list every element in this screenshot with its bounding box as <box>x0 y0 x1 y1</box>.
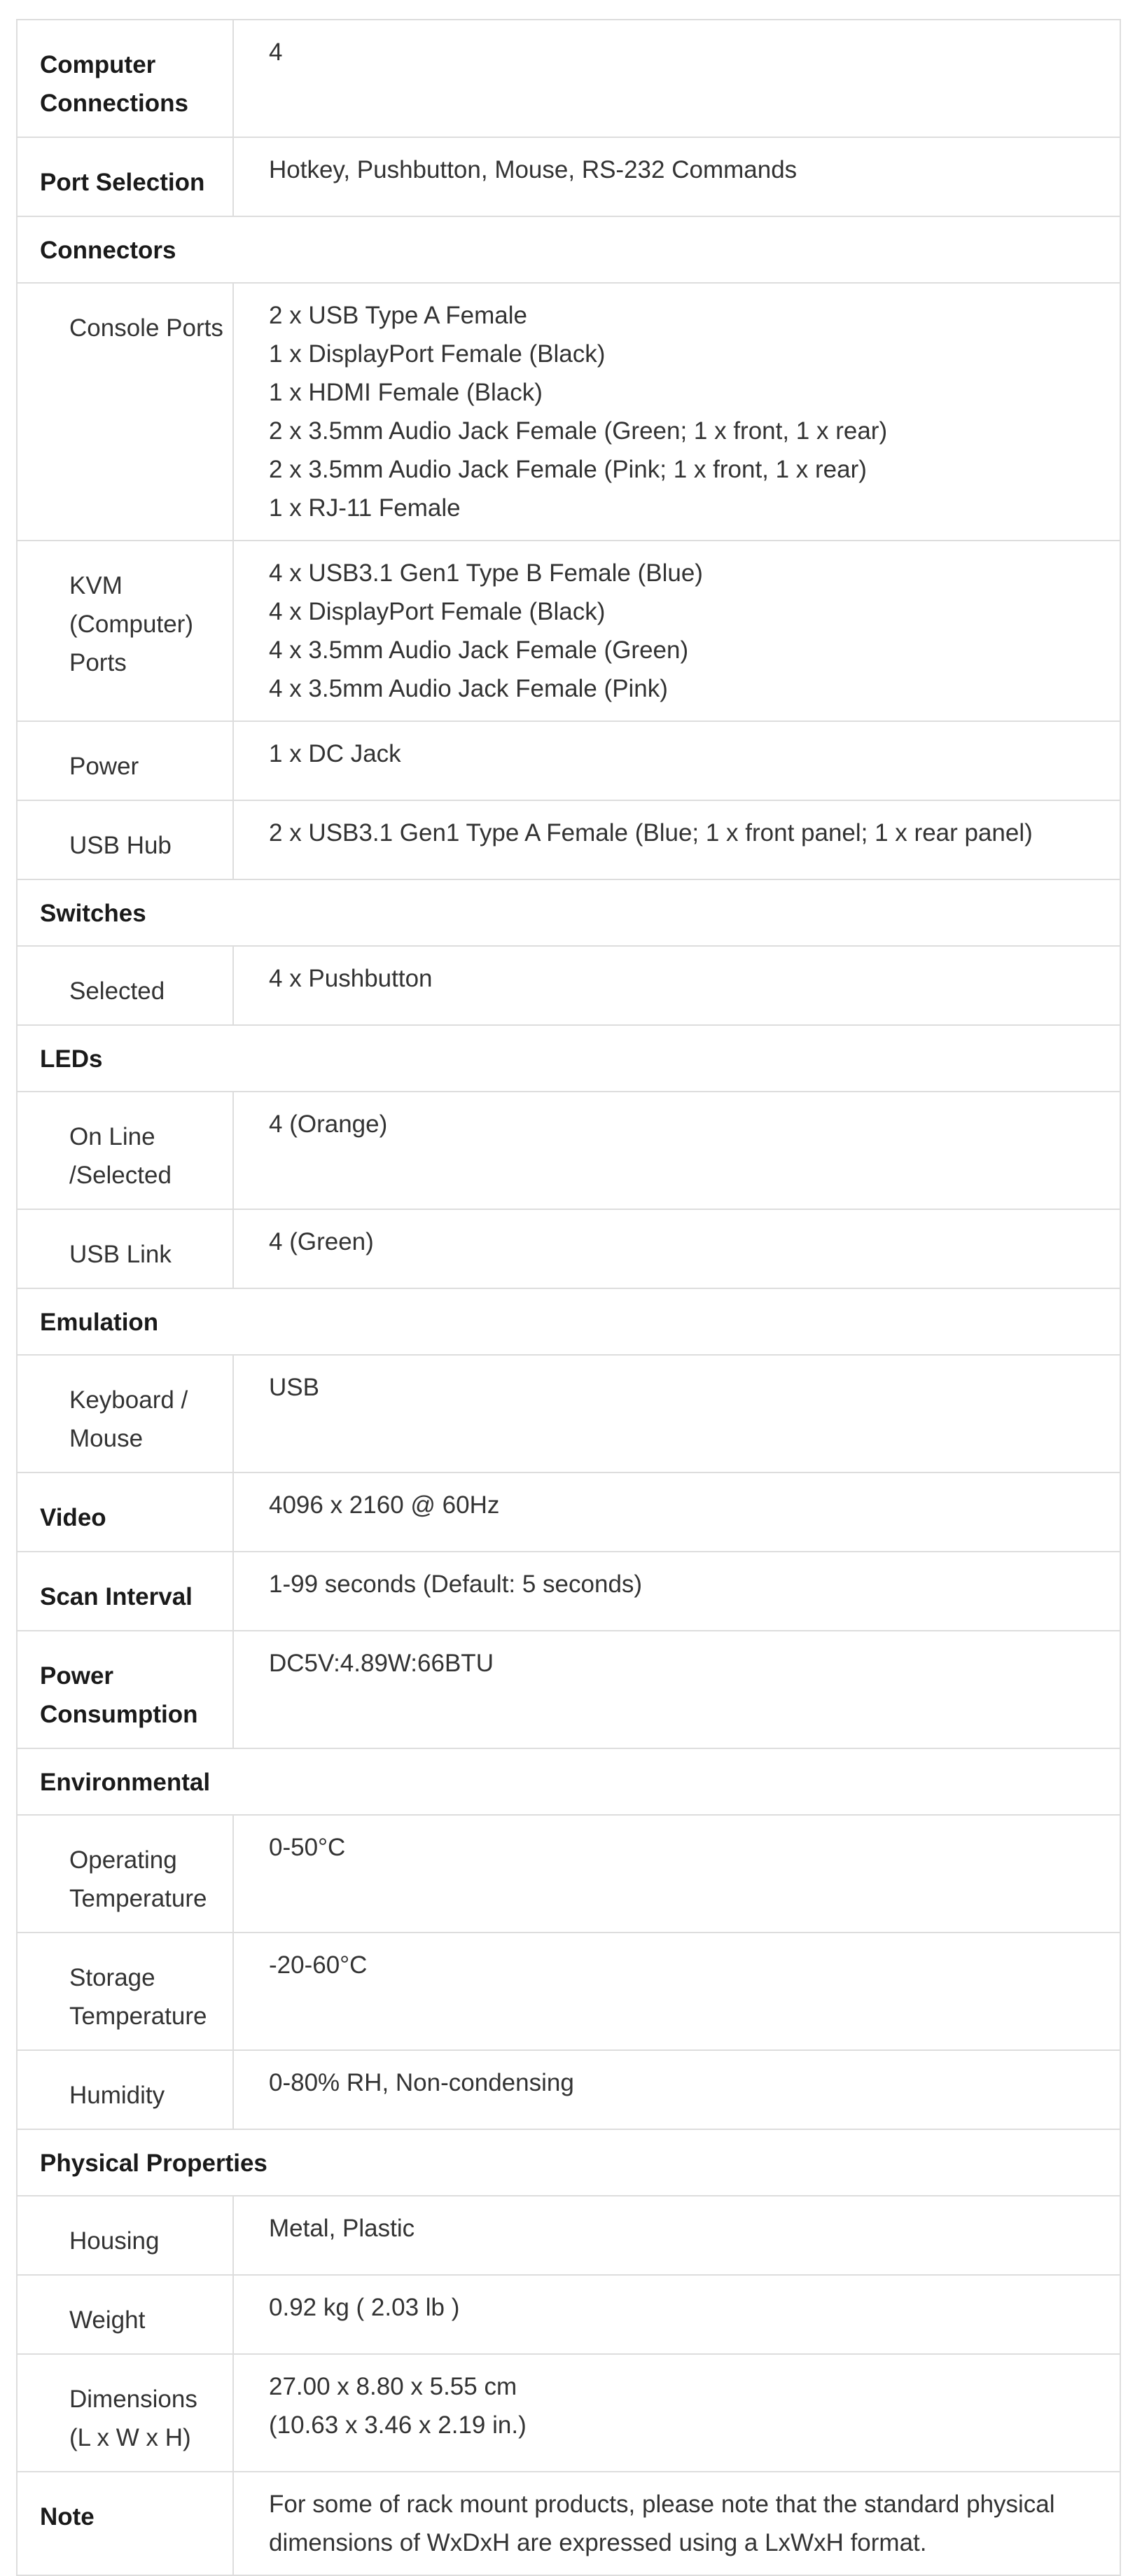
spec-row-video <box>18 1472 1120 1551</box>
spec-value <box>234 2196 1120 2274</box>
spec-label: Housing <box>18 2196 234 2274</box>
spec-label: Console Ports <box>18 284 234 540</box>
spec-value-line: 2 x USB3.1 Gen1 Type A Female (Blue; 1 x front panel; 1 x rear panel) <box>269 819 1033 847</box>
section-row-emulation <box>18 1288 1120 1354</box>
spec-value-line: 4 x USB3.1 Gen1 Type B Female (Blue) <box>269 559 703 587</box>
spec-value-line: Metal, Plastic <box>269 2215 415 2242</box>
spec-value <box>234 1092 1120 1209</box>
spec-value <box>234 1552 1120 1630</box>
spec-label: Scan Interval <box>18 1552 234 1630</box>
spec-label: Power <box>18 722 234 800</box>
spec-value-line: dimensions of WxDxH are expressed using a LxWxH format. <box>269 2529 927 2556</box>
spec-value-line: 4096 x 2160 @ 60Hz <box>269 1491 500 1519</box>
spec-label: Operating Temperature <box>18 1816 234 1932</box>
spec-row-humidity <box>18 2049 1120 2129</box>
spec-row-usb-hub <box>18 800 1120 879</box>
section-row-leds <box>18 1024 1120 1091</box>
spec-row-usb-link <box>18 1209 1120 1288</box>
spec-label: KVM (Computer) Ports <box>18 541 234 720</box>
spec-label: Note <box>18 2472 234 2575</box>
spec-label: Selected <box>18 947 234 1024</box>
spec-label: On Line /Selected <box>18 1092 234 1209</box>
spec-row-power-consumption <box>18 1630 1120 1748</box>
spec-label: Weight <box>18 2276 234 2353</box>
spec-row-power <box>18 720 1120 800</box>
section-heading: Environmental <box>40 1769 211 1796</box>
spec-value-line: 1 x RJ-11 Female <box>269 494 461 522</box>
spec-value-line: 0-80% RH, Non-condensing <box>269 2069 574 2096</box>
spec-value-line: USB <box>269 1374 319 1401</box>
spec-label: Keyboard / Mouse <box>18 1356 234 1472</box>
spec-value-line: 27.00 x 8.80 x 5.55 cm <box>269 2373 517 2400</box>
spec-value-line: 4 x 3.5mm Audio Jack Female (Green) <box>269 636 689 664</box>
spec-value <box>234 2355 1120 2471</box>
spec-value <box>234 722 1120 800</box>
spec-value-line: 2 x USB Type A Female <box>269 302 527 329</box>
spec-value-line: 2 x 3.5mm Audio Jack Female (Green; 1 x front, 1 x rear) <box>269 417 888 445</box>
spec-value <box>234 1356 1120 1472</box>
spec-value-line: 1 x DC Jack <box>269 740 401 767</box>
spec-value-line: 4 x Pushbutton <box>269 965 433 992</box>
section-heading: Switches <box>40 900 146 927</box>
spec-value-line: 1 x HDMI Female (Black) <box>269 379 543 406</box>
spec-value-line: -20-60°C <box>269 1951 368 1979</box>
spec-value <box>234 1473 1120 1551</box>
spec-row-weight <box>18 2274 1120 2353</box>
spec-value-line: 0-50°C <box>269 1834 346 1861</box>
spec-value-line: 1 x DisplayPort Female (Black) <box>269 340 606 368</box>
spec-label: Port Selection <box>18 138 234 216</box>
spec-row-keyboard-mouse <box>18 1354 1120 1472</box>
section-heading: Emulation <box>40 1309 159 1336</box>
section-heading: Connectors <box>40 237 176 264</box>
spec-row-console-ports <box>18 282 1120 540</box>
spec-value-line: 4 x 3.5mm Audio Jack Female (Pink) <box>269 675 668 702</box>
spec-label: Power Consumption <box>18 1631 234 1748</box>
spec-row-storage-temperature <box>18 1932 1120 2049</box>
spec-value <box>234 1210 1120 1288</box>
spec-row-scan-interval <box>18 1551 1120 1630</box>
spec-value-line: DC5V:4.89W:66BTU <box>269 1650 494 1677</box>
spec-value-line: 4 (Green) <box>269 1228 374 1255</box>
spec-value <box>234 138 1120 216</box>
spec-label: USB Link <box>18 1210 234 1288</box>
spec-value <box>234 20 1120 137</box>
spec-label: Humidity <box>18 2051 234 2129</box>
spec-value <box>234 801 1120 879</box>
spec-row-on-line-selected <box>18 1091 1120 1209</box>
spec-table <box>16 19 1121 2576</box>
section-row-connectors <box>18 216 1120 282</box>
spec-value-line: 4 <box>269 39 283 66</box>
spec-row-port-selection <box>18 137 1120 216</box>
spec-row-note <box>18 2471 1120 2575</box>
spec-row-selected <box>18 945 1120 1024</box>
spec-value-line: 4 x DisplayPort Female (Black) <box>269 598 606 625</box>
spec-value <box>234 1631 1120 1748</box>
spec-value-line: 0.92 kg ( 2.03 lb ) <box>269 2294 460 2321</box>
spec-value-line: Hotkey, Pushbutton, Mouse, RS-232 Commands <box>269 156 798 183</box>
section-heading: Physical Properties <box>40 2150 267 2177</box>
section-row-switches <box>18 879 1120 945</box>
spec-value <box>234 1816 1120 1932</box>
spec-value-line: For some of rack mount products, please note that the standard physical <box>269 2491 1055 2518</box>
spec-value <box>234 947 1120 1024</box>
spec-row-dimensions-l-x-w-x-h <box>18 2353 1120 2471</box>
spec-label: Dimensions (L x W x H) <box>18 2355 234 2471</box>
section-heading: LEDs <box>40 1045 103 1073</box>
section-row-environmental <box>18 1748 1120 1814</box>
spec-row-computer-connections <box>18 20 1120 137</box>
spec-value <box>234 1933 1120 2049</box>
section-row-physical-properties <box>18 2129 1120 2195</box>
spec-label: USB Hub <box>18 801 234 879</box>
spec-value-line: 1-99 seconds (Default: 5 seconds) <box>269 1571 643 1598</box>
spec-row-kvm-computer-ports <box>18 540 1120 720</box>
spec-value-line: 2 x 3.5mm Audio Jack Female (Pink; 1 x front, 1 x rear) <box>269 456 867 483</box>
spec-value-line: 4 (Orange) <box>269 1111 388 1138</box>
spec-value <box>234 2472 1120 2575</box>
spec-value <box>234 284 1120 540</box>
spec-value <box>234 2051 1120 2129</box>
spec-row-housing <box>18 2195 1120 2274</box>
spec-row-operating-temperature <box>18 1814 1120 1932</box>
spec-label: Storage Temperature <box>18 1933 234 2049</box>
spec-label: Computer Connections <box>18 20 234 137</box>
spec-label: Video <box>18 1473 234 1551</box>
spec-value <box>234 2276 1120 2353</box>
spec-value <box>234 541 1120 720</box>
spec-value-line: (10.63 x 3.46 x 2.19 in.) <box>269 2411 527 2439</box>
